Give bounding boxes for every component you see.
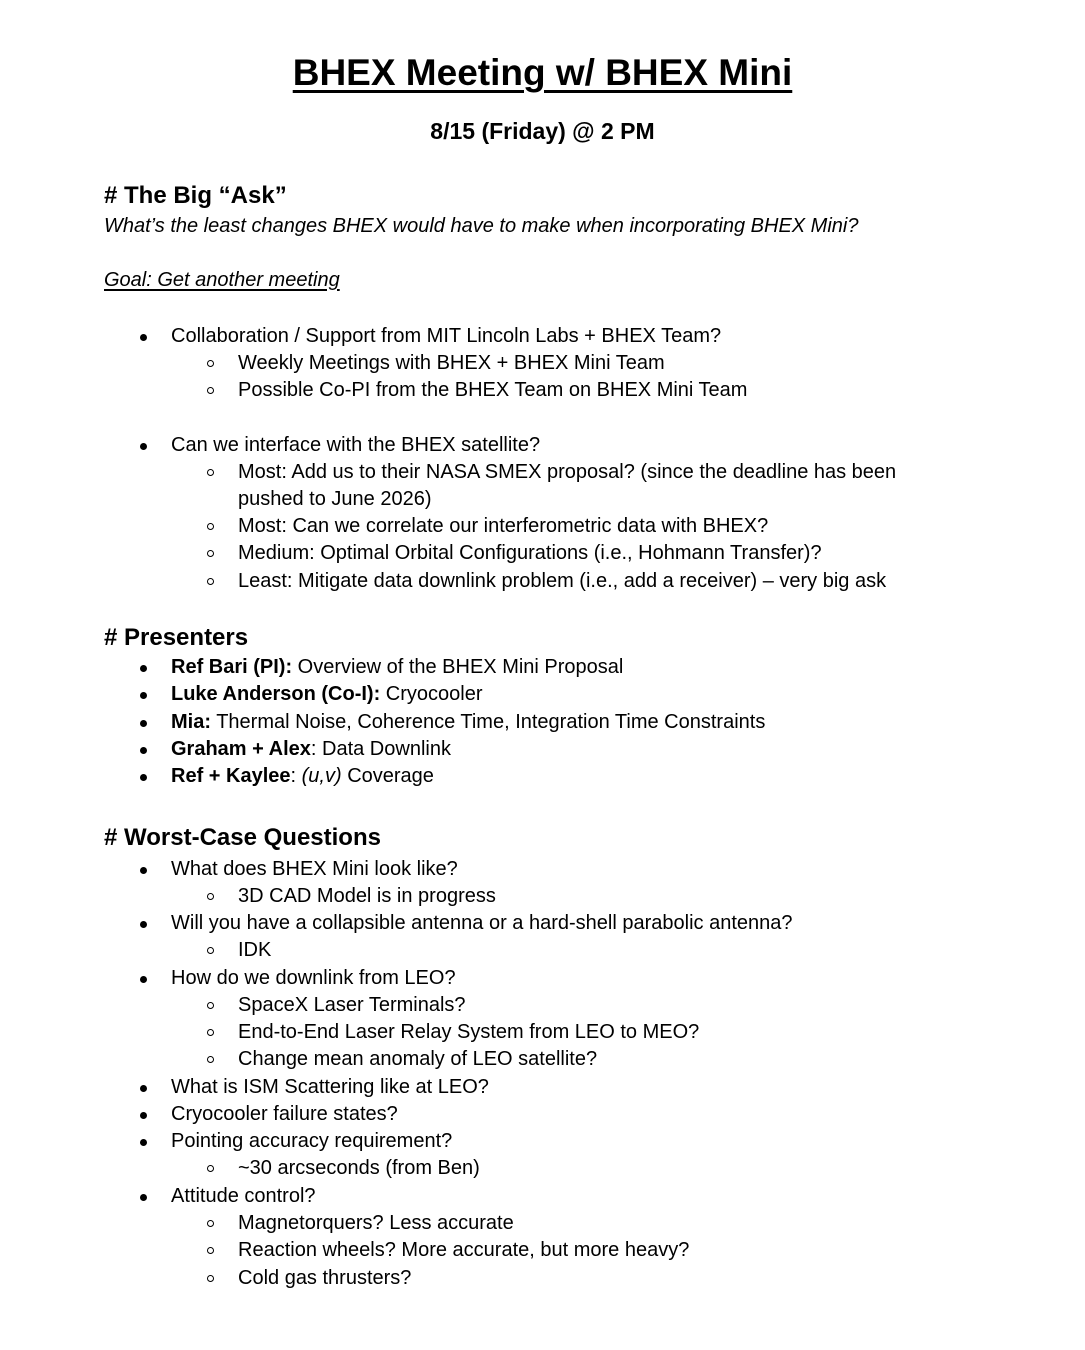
question-item: How do we downlink from LEO? <box>171 965 456 992</box>
worst-case-heading: # Worst-Case Questions <box>104 824 381 851</box>
sub-list-item: Possible Co-PI from the BHEX Team on BHEX Mini Team <box>238 377 938 404</box>
presenter-item <box>171 763 434 790</box>
presenter-topic-suffix: Coverage <box>341 765 434 787</box>
ask-heading: # The Big “Ask” <box>104 182 287 209</box>
presenter-topic: Overview of the BHEX Mini Proposal <box>292 656 624 678</box>
sub-list-item: Change mean anomaly of LEO satellite? <box>238 1046 938 1073</box>
sub-list-item: Weekly Meetings with BHEX + BHEX Mini Team <box>238 350 938 377</box>
sub-list-item: IDK <box>238 937 938 964</box>
question-item: What is ISM Scattering like at LEO? <box>171 1074 489 1101</box>
sub-list-item: 3D CAD Model is in progress <box>238 883 938 910</box>
sub-list-item: Magnetorquers? Less accurate <box>238 1210 938 1237</box>
list-item: Collaboration / Support from MIT Lincoln Labs + BHEX Team? <box>171 323 721 350</box>
presenter-name: Luke Anderson (Co-I): <box>171 683 381 705</box>
sub-list-item: Cold gas thrusters? <box>238 1265 938 1292</box>
presenter-item <box>171 709 765 736</box>
sub-list-item: Most: Add us to their NASA SMEX proposal? (since the deadline has been pushed to June 2026) <box>238 459 938 513</box>
question-item: What does BHEX Mini look like? <box>171 856 458 883</box>
presenter-item <box>171 681 483 708</box>
sub-list-item: Most: Can we correlate our interferometric data with BHEX? <box>238 513 938 540</box>
presenter-name: Ref + Kaylee <box>171 765 291 787</box>
presenter-topic-italic: (u,v) <box>301 765 342 787</box>
sub-list-item: Medium: Optimal Orbital Configurations (i.e., Hohmann Transfer)? <box>238 540 938 567</box>
presenter-topic: Cryocooler <box>380 683 483 705</box>
question-item: Cryocooler failure states? <box>171 1101 398 1128</box>
presenter-topic: Thermal Noise, Coherence Time, Integration Time Constraints <box>211 711 766 733</box>
presenter-item <box>171 654 623 681</box>
question-item: Pointing accuracy requirement? <box>171 1128 452 1155</box>
presenter-name: Ref Bari (PI): <box>171 656 293 678</box>
presenter-name: Graham + Alex <box>171 738 311 760</box>
list-item: Can we interface with the BHEX satellite? <box>171 432 540 459</box>
sub-list-item: Reaction wheels? More accurate, but more heavy? <box>238 1237 938 1264</box>
meeting-date: 8/15 (Friday) @ 2 PM <box>430 118 655 144</box>
presenter-topic-prefix: : <box>290 765 302 787</box>
question-item: Attitude control? <box>171 1183 316 1210</box>
page-title: BHEX Meeting w/ BHEX Mini <box>292 52 793 93</box>
sub-list-item: ~30 arcseconds (from Ben) <box>238 1155 938 1182</box>
presenter-topic: : Data Downlink <box>310 738 451 760</box>
goal-text: Goal: Get another meeting <box>104 269 340 291</box>
presenter-name: Mia: <box>171 711 211 733</box>
ask-question: What’s the least changes BHEX would have to make when incorporating BHEX Mini? <box>104 215 859 237</box>
presenter-item <box>171 736 451 763</box>
sub-list-item: Least: Mitigate data downlink problem (i.e., add a receiver) – very big ask <box>238 568 938 595</box>
presenters-heading: # Presenters <box>104 624 249 651</box>
question-item: Will you have a collapsible antenna or a hard-shell parabolic antenna? <box>171 910 793 937</box>
sub-list-item: End-to-End Laser Relay System from LEO to MEO? <box>238 1019 938 1046</box>
sub-list-item: SpaceX Laser Terminals? <box>238 992 938 1019</box>
